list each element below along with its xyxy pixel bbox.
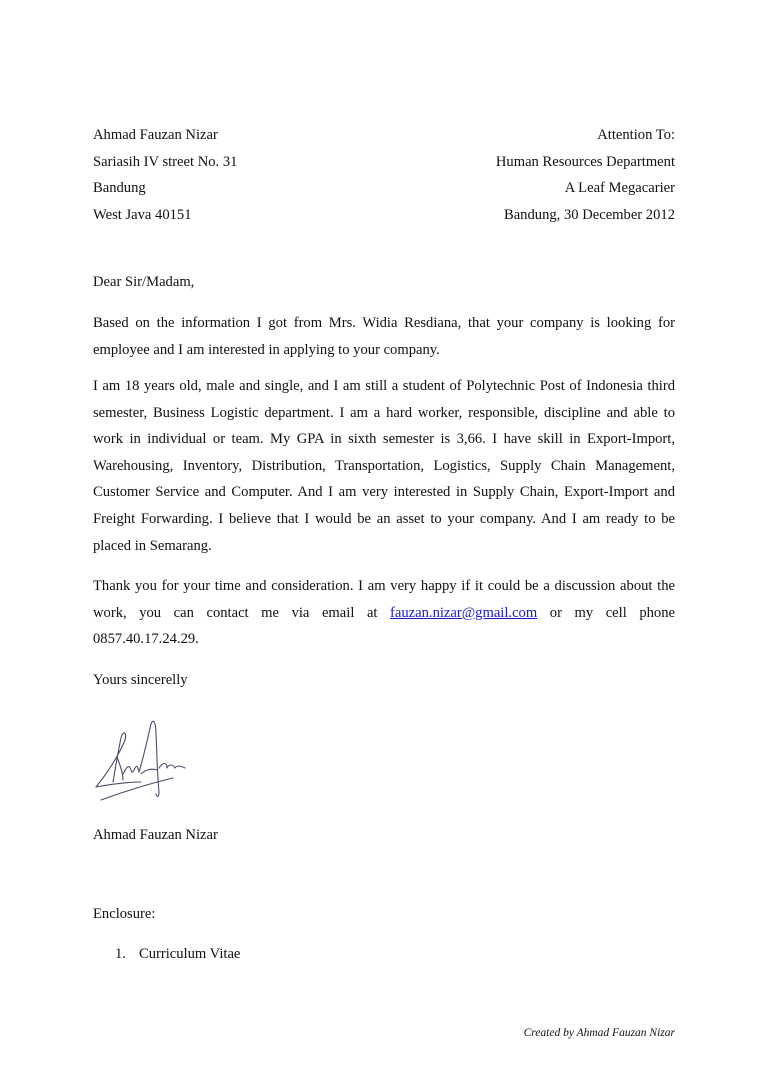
handwritten-signature-icon — [93, 712, 193, 812]
footer-credit: Created by Ahmad Fauzan Nizar — [523, 1027, 675, 1039]
enclosure-item-number: 1. — [115, 946, 126, 962]
sender-city: Bandung — [93, 180, 146, 196]
paragraph-3-text-before: Thank you for your time and consideration. I am very happy if it could be a discussion about the work, you can contact me via email at — [93, 578, 675, 621]
closing: Yours sincerelly — [93, 672, 188, 688]
enclosure-item-label: Curriculum Vitae — [139, 946, 241, 962]
recipient-address-block — [496, 124, 675, 230]
sender-address-block — [93, 124, 237, 230]
body-paragraph-1: Based on the information I got from Mrs. Widia Resdiana, that your company is looking for employee and I am interested in applying to your company. — [93, 315, 675, 358]
body-paragraph-3 — [93, 573, 675, 653]
sender-name: Ahmad Fauzan Nizar — [93, 127, 218, 143]
attention-label: Attention To: — [597, 127, 675, 143]
signer-name: Ahmad Fauzan Nizar — [93, 827, 218, 843]
letter-page — [93, 0, 675, 1087]
salutation: Dear Sir/Madam, — [93, 274, 195, 290]
enclosure-label: Enclosure: — [93, 906, 156, 922]
paragraph-3-text-after: or my cell phone 0857.40.17.24.29. — [93, 604, 675, 648]
enclosure-list — [115, 943, 240, 965]
recipient-company: A Leaf Megacarier — [564, 180, 675, 196]
signature-image — [93, 712, 193, 812]
email-link[interactable]: fauzan.nizar@gmail.com — [390, 604, 538, 621]
letter-place-date: Bandung, 30 December 2012 — [503, 206, 675, 223]
recipient-department: Human Resources Department — [495, 153, 675, 170]
enclosure-item — [115, 943, 240, 965]
sender-region: West Java 40151 — [93, 206, 192, 223]
sender-street: Sariasih IV street No. 31 — [93, 153, 238, 170]
letter-header — [93, 124, 675, 230]
body-paragraph-2: I am 18 years old, male and single, and I am still a student of Polytechnic Post of Indonesia third semester, Business Logistic department. I am a hard worker, responsible, discipline and able to work in individual or team. My GPA in sixth semester is 3,66. I have skill in Export-Import, Warehousing, Inventory, Distribution, Transportation, Logistics, Supply Chain Management, Customer Service and Computer. And I am very interested in Supply Chain, Export-Import and Freight Forwarding. I believe that I would be an asset to your company. And I am ready to be placed in Semarang. — [93, 378, 675, 554]
